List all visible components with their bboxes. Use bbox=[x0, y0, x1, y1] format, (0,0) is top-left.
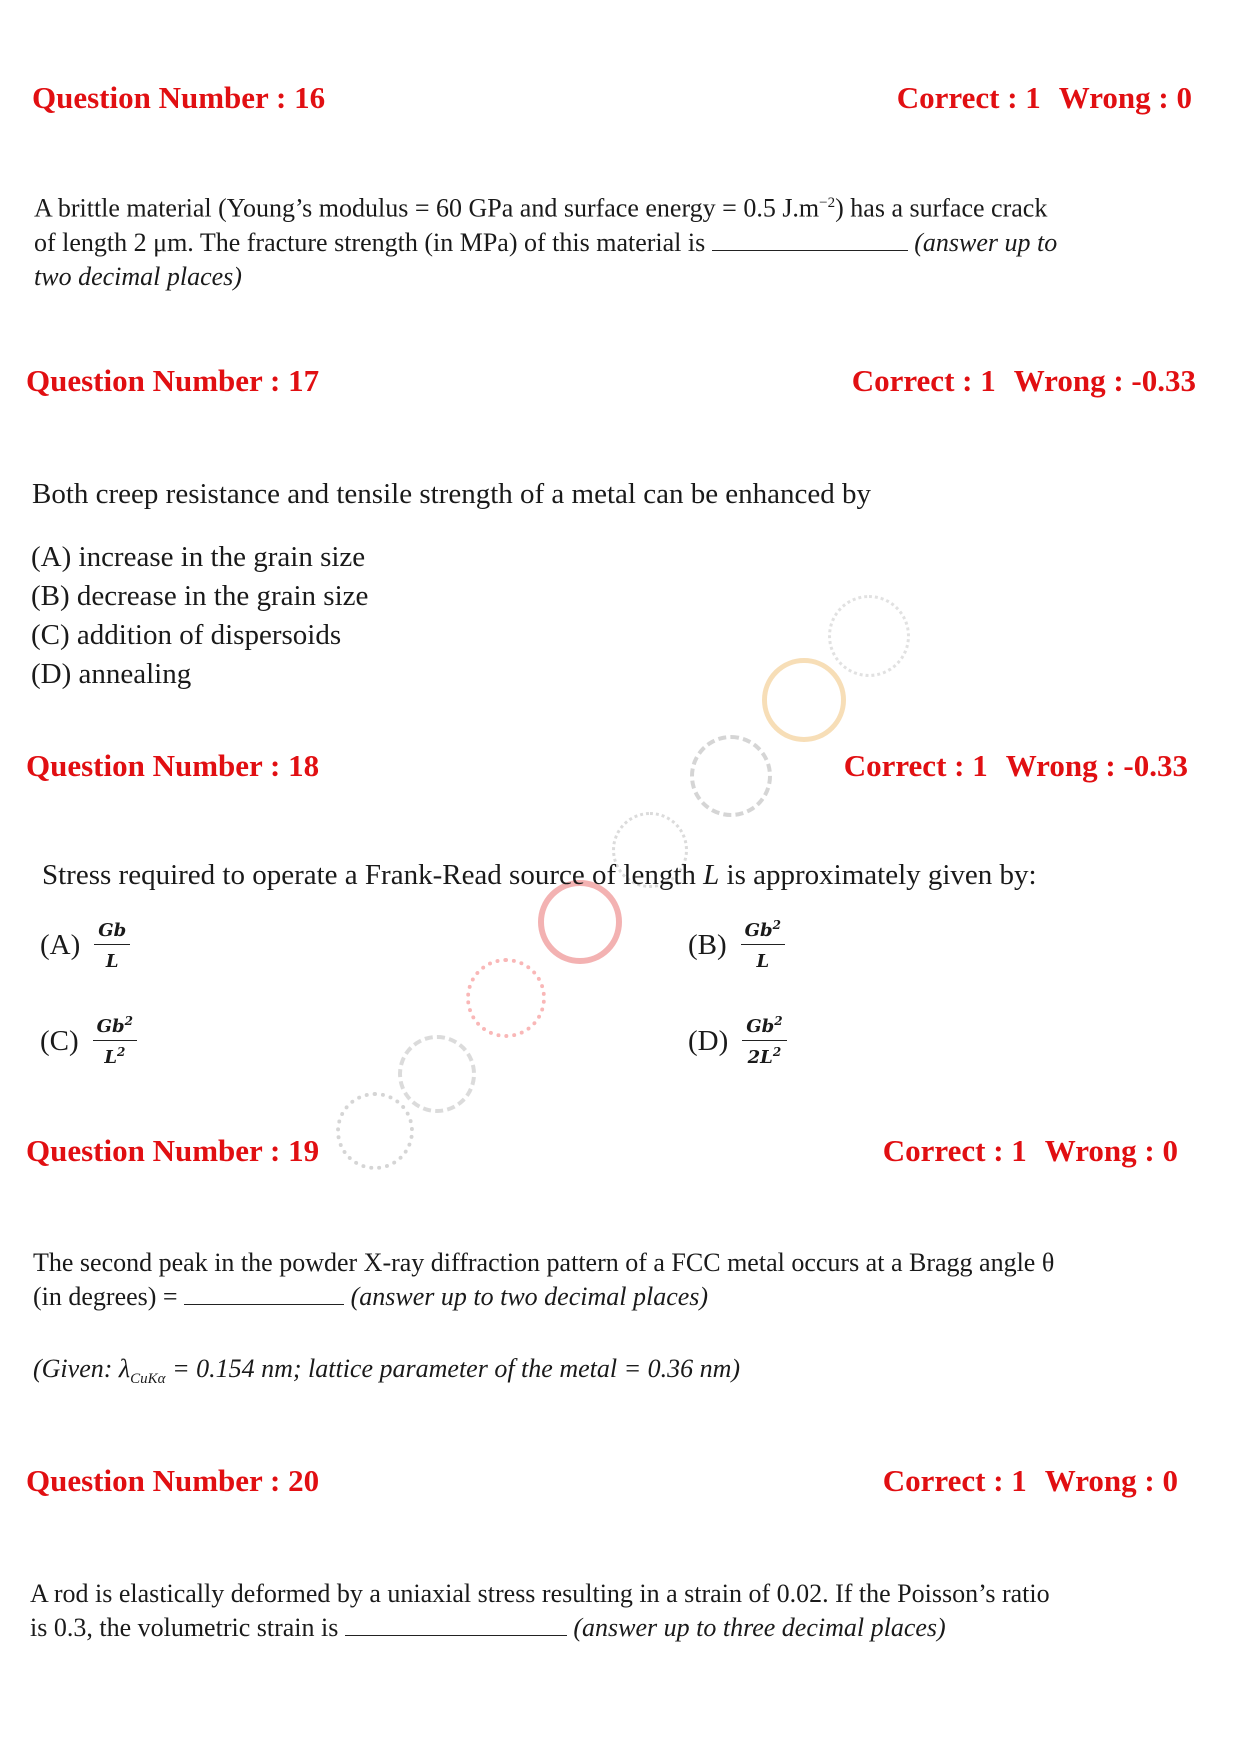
formula: $\frac{Gb^2}{L^2}$ bbox=[93, 1014, 137, 1068]
marking-scheme bbox=[852, 363, 1196, 399]
question-header bbox=[26, 363, 1196, 399]
wrong-marks: Wrong : -0.33 bbox=[1005, 748, 1188, 783]
question-text: Stress required to operate a Frank-Read source of length L is approximately given by: bbox=[42, 859, 1037, 891]
question-number: Question Number : 16 bbox=[32, 80, 326, 115]
marking-scheme bbox=[883, 1133, 1178, 1169]
correct-marks: Correct : 1 bbox=[896, 80, 1041, 115]
wrong-marks: Wrong : 0 bbox=[1044, 1133, 1178, 1168]
formula: $\frac{Gb^2}{2L^2}$ bbox=[742, 1014, 786, 1068]
marking-scheme bbox=[897, 80, 1192, 116]
watermark-logo bbox=[398, 1035, 476, 1113]
question-text: A rod is elastically deformed by a uniaxial stress resulting in a strain of 0.02. If the Poisson’s ratio is 0.3, the volumetric strain is (answer up to three decimal places) bbox=[30, 1579, 1050, 1642]
option-c[interactable]: (C) addition of dispersoids bbox=[31, 619, 342, 651]
question-number: Question Number : 18 bbox=[26, 748, 320, 783]
formula: $\frac{Gb^2}{L}$ bbox=[741, 918, 785, 972]
question-number: Question Number : 17 bbox=[26, 363, 320, 398]
marking-scheme bbox=[844, 748, 1188, 784]
watermark-logo bbox=[828, 595, 910, 677]
option-a[interactable]: (A) $\frac{Gb}{L}$ bbox=[40, 918, 130, 972]
wrong-marks: Wrong : 0 bbox=[1044, 1463, 1178, 1498]
option-a[interactable]: (A) increase in the grain size bbox=[31, 541, 366, 573]
option-c[interactable]: (C) $\frac{Gb^2}{L^2}$ bbox=[40, 1014, 137, 1068]
option-d[interactable]: (D) annealing bbox=[31, 658, 192, 690]
question-header bbox=[32, 80, 1192, 116]
wrong-marks: Wrong : -0.33 bbox=[1013, 363, 1196, 398]
watermark-logo bbox=[762, 658, 846, 742]
correct-marks: Correct : 1 bbox=[851, 363, 996, 398]
watermark-logo bbox=[466, 958, 546, 1038]
question-text: Both creep resistance and tensile strength of a metal can be enhanced by bbox=[32, 478, 872, 510]
given-data: (Given: $\lambda_{CuK\alpha} = 0.154$ nm; lattice parameter of the metal = 0.36 nm) bbox=[33, 1354, 741, 1388]
marking-scheme bbox=[883, 1463, 1178, 1499]
question-header bbox=[26, 1463, 1178, 1499]
question-header bbox=[26, 1133, 1178, 1169]
option-b[interactable]: (B) $\frac{Gb^2}{L}$ bbox=[688, 918, 785, 972]
question-text: The second peak in the powder X-ray diffraction pattern of a FCC metal occurs at a Bragg angle θ (in degrees) = (answer up to two decimal places) bbox=[33, 1248, 1055, 1311]
correct-marks: Correct : 1 bbox=[882, 1463, 1027, 1498]
answer-blank[interactable] bbox=[345, 1613, 567, 1636]
question-number: Question Number : 20 bbox=[26, 1463, 320, 1498]
formula: $\frac{Gb}{L}$ bbox=[94, 918, 130, 972]
option-d[interactable]: (D) $\frac{Gb^2}{2L^2}$ bbox=[688, 1014, 787, 1068]
answer-blank[interactable] bbox=[184, 1282, 344, 1305]
answer-blank[interactable] bbox=[712, 228, 908, 251]
question-header bbox=[26, 748, 1188, 784]
correct-marks: Correct : 1 bbox=[843, 748, 988, 783]
wrong-marks: Wrong : 0 bbox=[1058, 80, 1192, 115]
option-b[interactable]: (B) decrease in the grain size bbox=[31, 580, 369, 612]
correct-marks: Correct : 1 bbox=[882, 1133, 1027, 1168]
question-text: A brittle material (Young’s modulus = 60 GPa and surface energy = 0.5 $J.m^{-2}$) has a surface crack of length 2 μm. The fracture strength (in MPa) of this material is (answer up to two decimal places) bbox=[34, 193, 1058, 291]
question-number: Question Number : 19 bbox=[26, 1133, 320, 1168]
